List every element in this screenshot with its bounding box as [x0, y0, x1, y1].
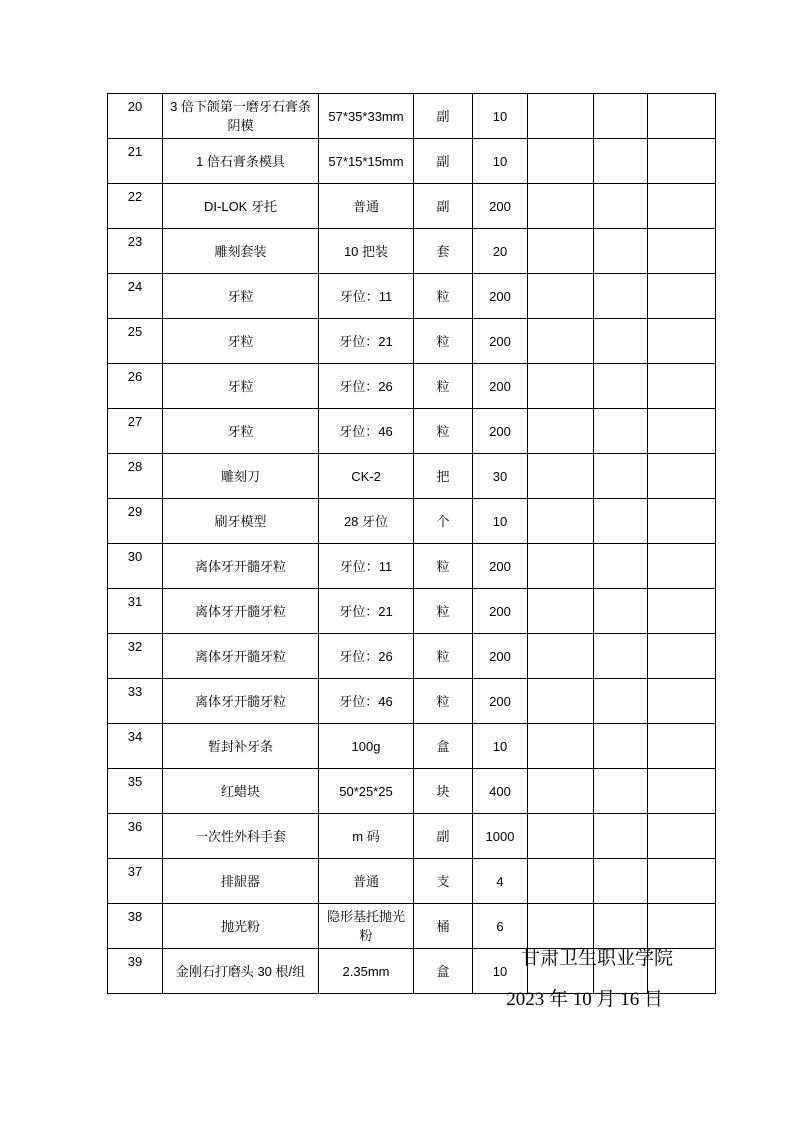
table-row [108, 859, 716, 904]
cell-blank2 [594, 229, 648, 274]
cell-blank2 [594, 859, 648, 904]
cell-qty: 20 [473, 229, 528, 274]
cell-blank3 [648, 409, 716, 454]
cell-name: 排龈器 [163, 859, 319, 904]
cell-qty: 30 [473, 454, 528, 499]
cell-no: 23 [108, 229, 163, 274]
table-row [108, 364, 716, 409]
cell-name: 雕刻刀 [163, 454, 319, 499]
cell-no: 31 [108, 589, 163, 634]
table-row [108, 814, 716, 859]
cell-spec: CK-2 [319, 454, 414, 499]
cell-name: 暂封补牙条 [163, 724, 319, 769]
cell-name: 3 倍下颌第一磨牙石膏条阴模 [163, 94, 319, 139]
cell-blank1 [528, 499, 594, 544]
cell-blank2 [594, 769, 648, 814]
cell-blank1 [528, 679, 594, 724]
table-row [108, 229, 716, 274]
cell-unit: 副 [414, 94, 473, 139]
cell-spec: 牙位：46 [319, 679, 414, 724]
cell-no: 27 [108, 409, 163, 454]
cell-name: 一次性外科手套 [163, 814, 319, 859]
cell-blank2 [594, 139, 648, 184]
cell-spec: 28 牙位 [319, 499, 414, 544]
cell-name: 离体牙开髓牙粒 [163, 634, 319, 679]
cell-no: 26 [108, 364, 163, 409]
cell-name: DI-LOK 牙托 [163, 184, 319, 229]
cell-blank2 [594, 499, 648, 544]
cell-qty: 10 [473, 139, 528, 184]
table-row [108, 184, 716, 229]
cell-no: 39 [108, 949, 163, 994]
cell-name: 离体牙开髓牙粒 [163, 544, 319, 589]
cell-unit: 粒 [414, 544, 473, 589]
table-row [108, 634, 716, 679]
cell-no: 37 [108, 859, 163, 904]
table-row [108, 454, 716, 499]
cell-blank3 [648, 454, 716, 499]
cell-qty: 200 [473, 544, 528, 589]
cell-blank3 [648, 769, 716, 814]
signature-date: 2023 年 10 月 16 日 [506, 989, 663, 1010]
inventory-table [107, 93, 716, 994]
cell-blank3 [648, 589, 716, 634]
table-row [108, 409, 716, 454]
cell-no: 25 [108, 319, 163, 364]
cell-blank2 [594, 184, 648, 229]
cell-name: 抛光粉 [163, 904, 319, 949]
cell-no: 29 [108, 499, 163, 544]
cell-spec: 隐形基托抛光粉 [319, 904, 414, 949]
cell-blank3 [648, 904, 716, 949]
cell-blank3 [648, 274, 716, 319]
table-row [108, 319, 716, 364]
cell-blank3 [648, 544, 716, 589]
cell-blank3 [648, 184, 716, 229]
cell-name: 牙粒 [163, 274, 319, 319]
cell-spec: 牙位：11 [319, 274, 414, 319]
cell-name: 红蜡块 [163, 769, 319, 814]
cell-blank1 [528, 229, 594, 274]
table-row [108, 499, 716, 544]
cell-blank1 [528, 184, 594, 229]
cell-blank1 [528, 589, 594, 634]
cell-blank1 [528, 364, 594, 409]
cell-blank3 [648, 94, 716, 139]
cell-no: 32 [108, 634, 163, 679]
cell-spec: 牙位：26 [319, 364, 414, 409]
cell-name: 牙粒 [163, 364, 319, 409]
cell-blank3 [648, 724, 716, 769]
cell-qty: 200 [473, 409, 528, 454]
cell-blank3 [648, 139, 716, 184]
cell-no: 34 [108, 724, 163, 769]
cell-unit: 粒 [414, 364, 473, 409]
cell-no: 33 [108, 679, 163, 724]
cell-blank3 [648, 364, 716, 409]
cell-blank3 [648, 679, 716, 724]
cell-name: 金刚石打磨头 30 根/组 [163, 949, 319, 994]
table-row [108, 544, 716, 589]
cell-blank1 [528, 859, 594, 904]
cell-qty: 200 [473, 589, 528, 634]
cell-unit: 粒 [414, 589, 473, 634]
cell-spec: m 码 [319, 814, 414, 859]
cell-blank1 [528, 814, 594, 859]
cell-qty: 10 [473, 949, 528, 994]
cell-blank1 [528, 634, 594, 679]
cell-spec: 牙位：11 [319, 544, 414, 589]
cell-name: 雕刻套装 [163, 229, 319, 274]
cell-no: 30 [108, 544, 163, 589]
table-row [108, 724, 716, 769]
cell-name: 牙粒 [163, 319, 319, 364]
cell-spec: 牙位：26 [319, 634, 414, 679]
cell-no: 22 [108, 184, 163, 229]
cell-unit: 粒 [414, 319, 473, 364]
cell-name: 1 倍石膏条模具 [163, 139, 319, 184]
cell-blank2 [594, 274, 648, 319]
table-row [108, 139, 716, 184]
cell-name: 离体牙开髓牙粒 [163, 679, 319, 724]
cell-blank2 [594, 454, 648, 499]
cell-spec: 100g [319, 724, 414, 769]
cell-blank2 [594, 409, 648, 454]
cell-blank1 [528, 319, 594, 364]
cell-qty: 4 [473, 859, 528, 904]
cell-unit: 粒 [414, 679, 473, 724]
cell-unit: 把 [414, 454, 473, 499]
signature-organization: 甘肃卫生职业学院 [520, 948, 673, 969]
table-row [108, 679, 716, 724]
table-row [108, 769, 716, 814]
cell-qty: 200 [473, 364, 528, 409]
cell-spec: 牙位：21 [319, 589, 414, 634]
cell-blank2 [594, 679, 648, 724]
inventory-table-body [108, 94, 716, 994]
cell-blank1 [528, 274, 594, 319]
cell-qty: 10 [473, 94, 528, 139]
cell-unit: 盒 [414, 949, 473, 994]
cell-qty: 200 [473, 634, 528, 679]
cell-unit: 粒 [414, 634, 473, 679]
cell-blank1 [528, 724, 594, 769]
cell-blank3 [648, 319, 716, 364]
cell-blank3 [648, 814, 716, 859]
cell-unit: 桶 [414, 904, 473, 949]
cell-blank3 [648, 499, 716, 544]
cell-blank2 [594, 814, 648, 859]
cell-spec: 普通 [319, 859, 414, 904]
cell-blank2 [594, 319, 648, 364]
cell-blank1 [528, 454, 594, 499]
table-row [108, 589, 716, 634]
cell-blank3 [648, 634, 716, 679]
cell-unit: 个 [414, 499, 473, 544]
cell-no: 20 [108, 94, 163, 139]
cell-blank2 [594, 94, 648, 139]
cell-unit: 副 [414, 184, 473, 229]
cell-qty: 6 [473, 904, 528, 949]
cell-qty: 1000 [473, 814, 528, 859]
cell-qty: 10 [473, 499, 528, 544]
cell-unit: 粒 [414, 409, 473, 454]
cell-spec: 50*25*25 [319, 769, 414, 814]
cell-blank3 [648, 229, 716, 274]
cell-no: 35 [108, 769, 163, 814]
cell-unit: 副 [414, 814, 473, 859]
cell-unit: 粒 [414, 274, 473, 319]
cell-spec: 57*35*33mm [319, 94, 414, 139]
cell-blank2 [594, 589, 648, 634]
cell-blank1 [528, 409, 594, 454]
cell-blank1 [528, 94, 594, 139]
cell-no: 36 [108, 814, 163, 859]
cell-no: 28 [108, 454, 163, 499]
cell-unit: 支 [414, 859, 473, 904]
cell-blank1 [528, 904, 594, 949]
cell-blank3 [648, 859, 716, 904]
cell-name: 牙粒 [163, 409, 319, 454]
cell-name: 离体牙开髓牙粒 [163, 589, 319, 634]
cell-spec: 普通 [319, 184, 414, 229]
table-row [108, 274, 716, 319]
cell-unit: 块 [414, 769, 473, 814]
cell-no: 24 [108, 274, 163, 319]
cell-qty: 200 [473, 184, 528, 229]
cell-blank2 [594, 904, 648, 949]
cell-blank1 [528, 139, 594, 184]
cell-blank2 [594, 634, 648, 679]
table-row [108, 94, 716, 139]
signature-block [0, 947, 673, 1012]
cell-qty: 10 [473, 724, 528, 769]
cell-name: 刷牙模型 [163, 499, 319, 544]
cell-spec: 57*15*15mm [319, 139, 414, 184]
cell-qty: 200 [473, 679, 528, 724]
cell-qty: 200 [473, 274, 528, 319]
cell-blank1 [528, 769, 594, 814]
cell-blank1 [528, 544, 594, 589]
table-row [108, 904, 716, 949]
cell-unit: 副 [414, 139, 473, 184]
cell-qty: 200 [473, 319, 528, 364]
cell-spec: 2.35mm [319, 949, 414, 994]
cell-unit: 套 [414, 229, 473, 274]
cell-blank2 [594, 544, 648, 589]
cell-no: 21 [108, 139, 163, 184]
cell-spec: 10 把装 [319, 229, 414, 274]
cell-spec: 牙位：21 [319, 319, 414, 364]
cell-qty: 400 [473, 769, 528, 814]
cell-unit: 盒 [414, 724, 473, 769]
cell-blank2 [594, 724, 648, 769]
cell-no: 38 [108, 904, 163, 949]
cell-blank2 [594, 364, 648, 409]
cell-spec: 牙位：46 [319, 409, 414, 454]
